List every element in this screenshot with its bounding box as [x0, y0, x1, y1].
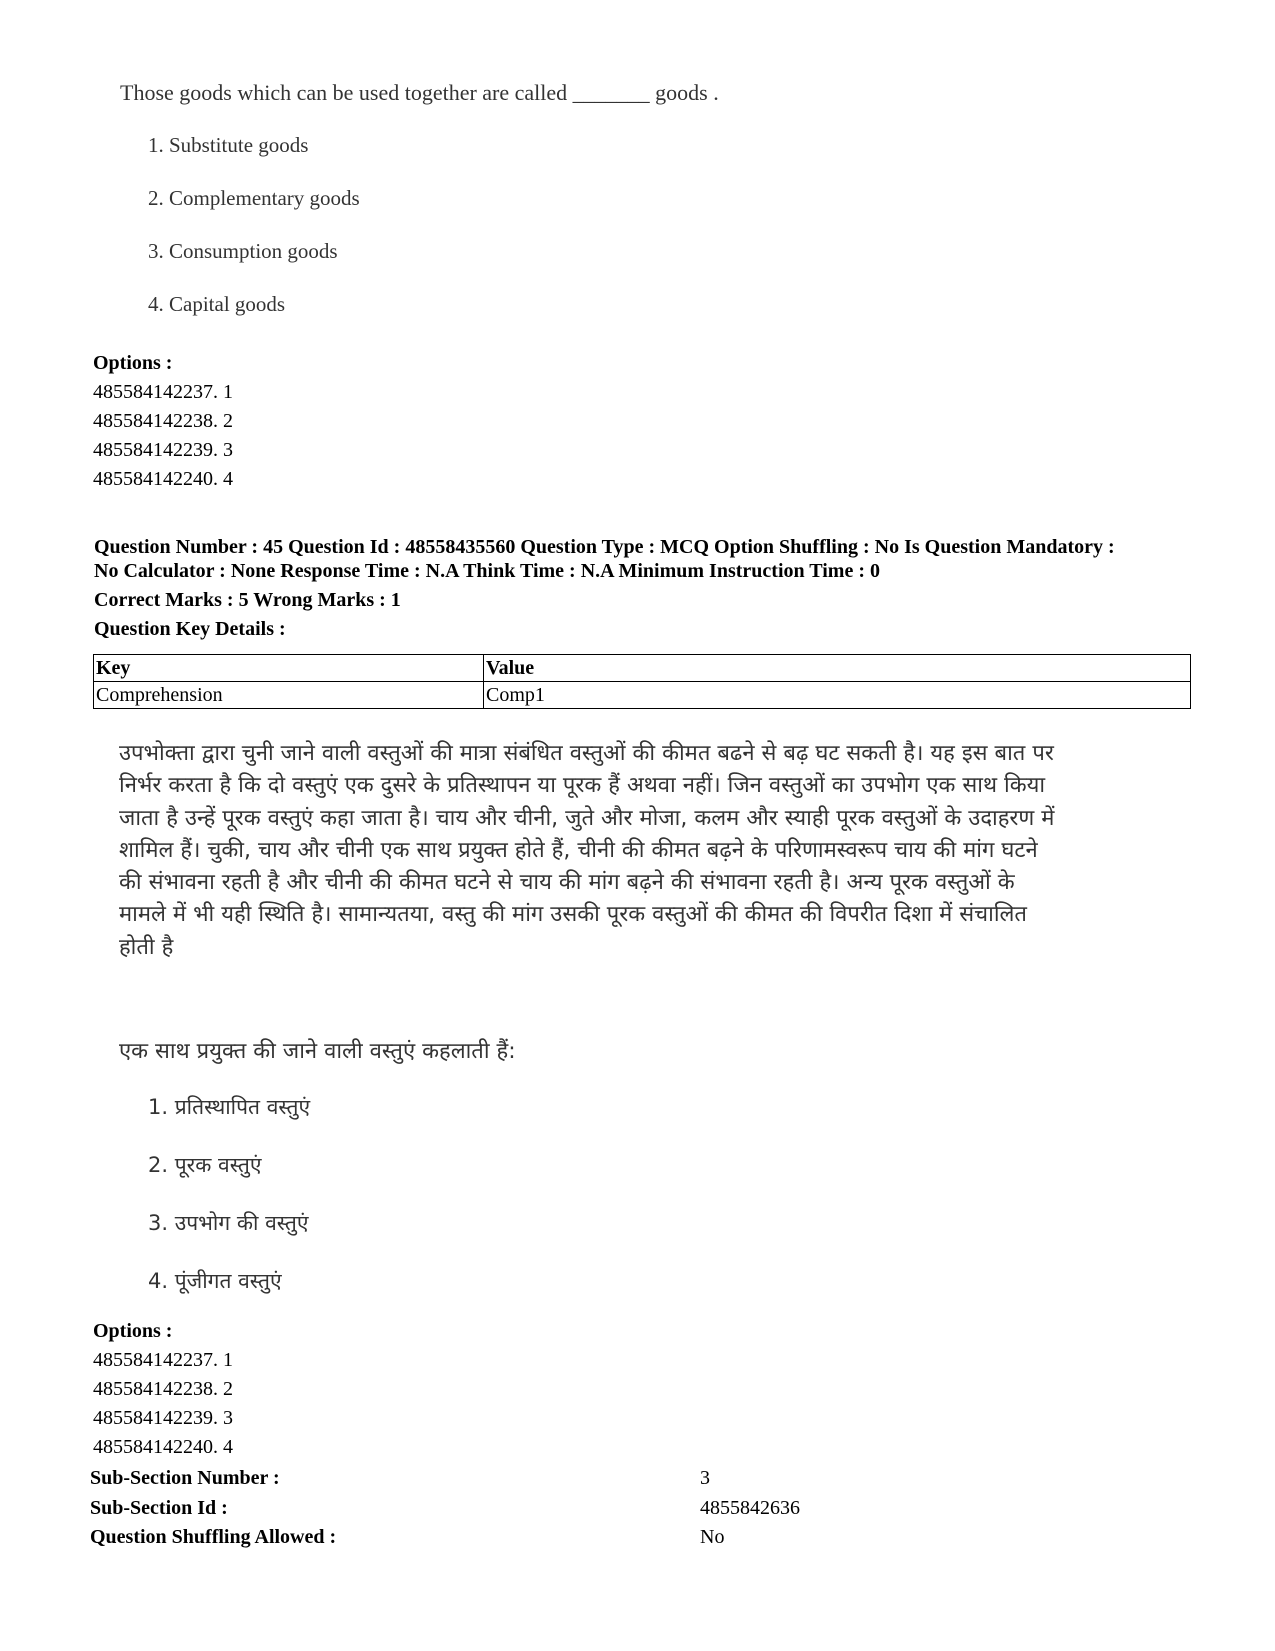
sub-section-number-value: 3	[700, 1467, 710, 1489]
question-marks: Correct Marks : 5 Wrong Marks : 1	[94, 589, 401, 611]
option-id-line: 485584142239. 3	[93, 439, 233, 461]
options-label: Options :	[93, 352, 173, 374]
table-header-row	[94, 655, 1191, 682]
passage-line: की संभावना रहती है और चीनी की कीमत घटने से चाय की मांग बढ़ने की संभावना रहती है। अन्य पूरक वस्तुओं के	[119, 870, 1015, 896]
question-option-en-1: 1. Substitute goods	[148, 133, 309, 157]
question-shuffling-label: Question Shuffling Allowed :	[90, 1526, 337, 1548]
table-row	[94, 682, 1191, 709]
question-key-details-label: Question Key Details :	[94, 618, 286, 640]
option-id-line: 485584142238. 2	[93, 1378, 233, 1400]
sub-section-id-label: Sub-Section Id :	[90, 1497, 228, 1519]
question-shuffling-value: No	[700, 1526, 725, 1548]
question-option-hi-3: 3. उपभोग की वस्तुएं	[148, 1211, 309, 1235]
options-label: Options :	[93, 1320, 173, 1342]
option-id-line: 485584142240. 4	[93, 468, 233, 490]
option-id-line: 485584142238. 2	[93, 410, 233, 432]
sub-section-number-label: Sub-Section Number :	[90, 1467, 280, 1489]
sub-section-id-value: 4855842636	[700, 1497, 800, 1519]
passage-line: उपभोक्ता द्वारा चुनी जाने वाली वस्तुओं की मात्रा संबंधित वस्तुओं की कीमत बढने से बढ़ घट सकती है। यह इस बात पर	[119, 741, 1054, 766]
question-meta-line-2: No Calculator : None Response Time : N.A Think Time : N.A Minimum Instruction Time : 0	[94, 560, 880, 582]
option-id-line: 485584142240. 4	[93, 1436, 233, 1458]
table-header-value: Value	[484, 655, 1191, 682]
passage-line: निर्भर करता है कि दो वस्तुएं एक दुसरे के प्रतिस्थापन या पूरक हैं अथवा नहीं। जिन वस्तुओं का उपभोग एक साथ किया	[119, 773, 1046, 799]
question-option-en-3: 3. Consumption goods	[148, 239, 338, 263]
table-cell-value: Comp1	[484, 682, 1191, 709]
question-text-en: Those goods which can be used together are called _______ goods .	[120, 80, 719, 105]
passage-line: मामले में भी यही स्थिति है। सामान्यतया, वस्तु की मांग उसकी पूरक वस्तुओं की कीमत की विपरीत दिशा में संचालित	[119, 902, 1027, 928]
question-option-en-4: 4. Capital goods	[148, 292, 286, 316]
question-option-hi-4: 4. पूंजीगत वस्तुएं	[148, 1269, 282, 1293]
option-id-line: 485584142237. 1	[93, 381, 233, 403]
table-header-key: Key	[94, 655, 484, 682]
table-cell-key: Comprehension	[94, 682, 484, 709]
passage-line: जाता है उन्हें पूरक वस्तुएं कहा जाता है। चाय और चीनी, जुते और मोजा, कलम और स्याही पूरक वस्तुओं के उदाहरण में	[119, 805, 1055, 831]
option-id-line: 485584142239. 3	[93, 1407, 233, 1429]
option-id-line: 485584142237. 1	[93, 1349, 233, 1371]
key-details-table	[93, 654, 1191, 709]
question-option-hi-1: 1. प्रतिस्थापित वस्तुएं	[148, 1095, 311, 1119]
comprehension-passage-hi	[119, 738, 1159, 964]
question-option-hi-2: 2. पूरक वस्तुएं	[148, 1153, 262, 1177]
passage-line: होती है	[119, 934, 174, 960]
question-meta-line-1: Question Number : 45 Question Id : 48558435560 Question Type : MCQ Option Shuffling : No Is Question Mandatory :	[94, 536, 1115, 558]
question-option-en-2: 2. Complementary goods	[148, 186, 360, 210]
passage-line: शामिल हैं। चुकी, चाय और चीनी एक साथ प्रयुक्त होते हैं, चीनी की कीमत बढ़ने के परिणामस्वरूप चाय की मांग घटने	[119, 837, 1038, 863]
question-text-hi: एक साथ प्रयुक्त की जाने वाली वस्तुएं कहलाती हैं:	[119, 1039, 516, 1064]
